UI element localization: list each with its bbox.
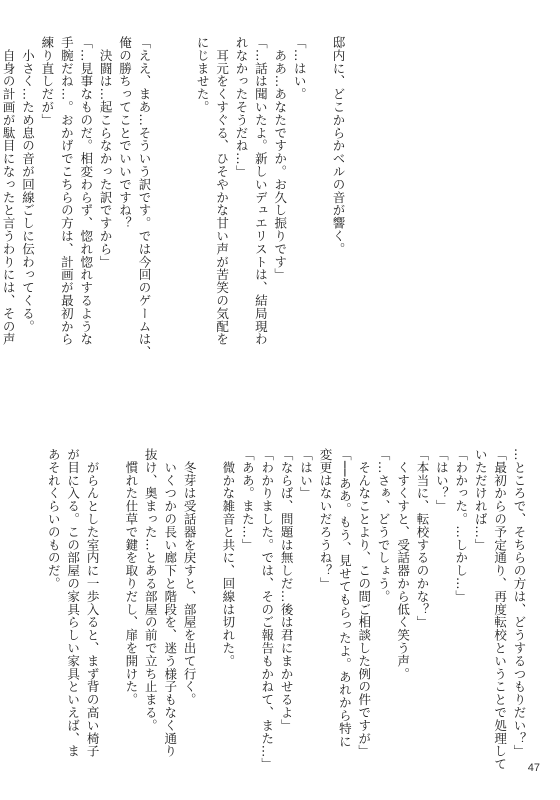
text-line: 小さく…ため息の音が回線ごしに伝わってくる。 — [20, 36, 36, 333]
text-line: 「はい」 — [298, 448, 314, 500]
text-line: あそれくらいのものだ。 — [46, 448, 62, 590]
text-line: 手腕だね…。おかげでこちらの方は、計画が最初から — [59, 36, 75, 346]
text-line: がらんとした室内に一歩入ると、まず背の高い椅子 — [85, 448, 101, 758]
text-line — [199, 448, 218, 773]
text-line: 「わかりました。では、そのご報告もかねて、また…」 — [259, 448, 275, 771]
text-line: 自身の計画が駄目になったと言うわりには、その声 — [1, 36, 17, 346]
text-line: 俺の勝ちってことでいいですね？ — [117, 36, 133, 230]
text-line — [309, 36, 328, 396]
text-line — [154, 36, 173, 396]
text-line: 「わかった。…しかし…」 — [453, 448, 469, 603]
text-block-top — [0, 36, 348, 396]
text-line: …ところで、そちらの方は、どうするつもりだい？」 — [512, 448, 527, 758]
text-line: 「…話は聞いたよ。新しいデュエリストは、結局現わ — [253, 36, 269, 346]
text-line: 「本当に、転校するのかな？」 — [414, 448, 430, 629]
text-line: 決闘は…起こらなかった訳ですから」 — [98, 36, 114, 269]
text-line: 「最初からの予定通り、再度転校ということで処理して — [492, 448, 508, 771]
text-line: 「ええ、まあ…そういう訳です。では今回のゲームは、 — [136, 36, 152, 359]
text-line: れなかったそうだね…」 — [233, 36, 249, 178]
text-line — [173, 36, 192, 396]
text-line: が目に入る。この部屋の家具らしい家具といえば、ま — [65, 448, 81, 758]
text-line: 「ああ。また…」 — [240, 448, 256, 552]
text-line: 慣れた仕草で鍵を取りだし、扉を開けた。 — [123, 448, 139, 706]
text-line: 「ならば、問題は無しだ…後は君にまかせるよ」 — [279, 448, 295, 732]
text-line: 耳元をくすぐる、ひそやかな甘い声が苦笑の気配を — [214, 36, 230, 346]
text-line: 冬芽は受話器を戻すと、部屋を出て行く。 — [182, 448, 198, 706]
text-line: いただければ…」 — [473, 448, 489, 552]
text-line: にじませた。 — [195, 36, 211, 114]
text-line: いくつかの長い廊下と階段を、迷う様子もなく通り — [162, 448, 178, 758]
text-line: 「はい？」 — [434, 448, 450, 513]
page-number: 47 — [527, 762, 540, 774]
text-line: 邸内に、どこからかベルの音が響く。 — [331, 36, 346, 256]
text-line: 微かな雑音と共に、回線は切れた。 — [220, 448, 236, 668]
text-block-bottom — [44, 448, 529, 773]
text-line — [102, 448, 121, 773]
text-line: くすくすと、受話器から低く笑う声。 — [395, 448, 411, 681]
text-line: 練り直しだが」 — [39, 36, 55, 127]
text-line: ああ…あなたですか。お久し振りです」 — [272, 36, 288, 282]
text-line: 「──ああ。もう、見せてもらったよ。あれから特に — [337, 448, 353, 748]
text-line: 抜け、奥まった…とある部屋の前で立ち止まる。 — [143, 448, 159, 732]
text-line: 変更はないだろうね？」 — [317, 448, 333, 590]
text-line: 「…見事なものだ。相変わらず、惚れ惚れするような — [78, 36, 94, 346]
text-line: 「…はい。 — [292, 36, 308, 101]
text-line: そんなことより、この間ご相談した例の件ですが」 — [356, 448, 372, 758]
text-line: 「…さぁ、どうでしょう。 — [376, 448, 392, 603]
